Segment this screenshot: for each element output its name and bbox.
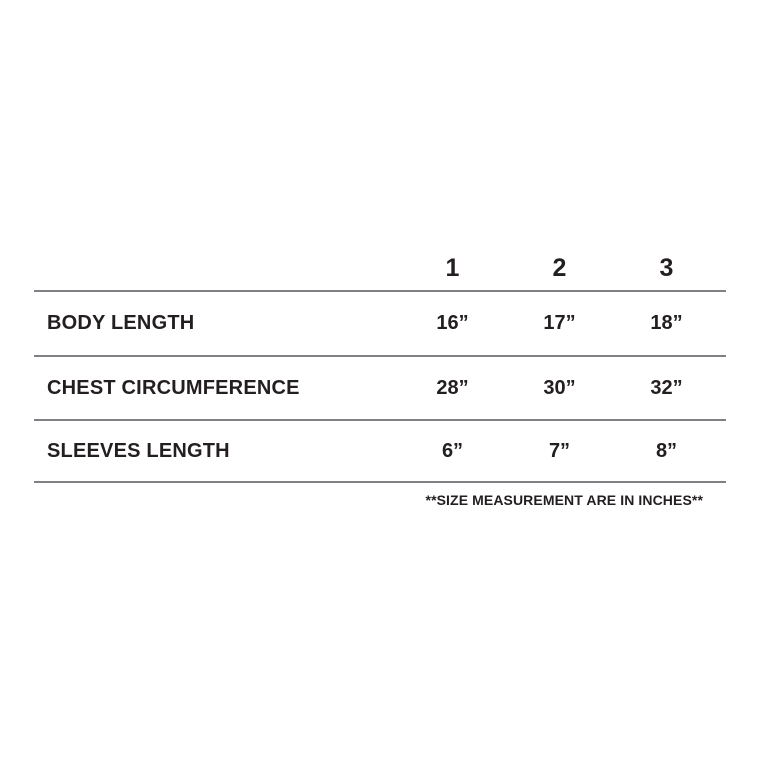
cell-value: 18” <box>650 312 683 334</box>
cell-value: 17” <box>543 312 576 334</box>
cell-value: 6” <box>441 439 464 462</box>
cell-value: 8” <box>655 439 678 462</box>
column-header-size-3: 3 <box>659 253 674 282</box>
row-label: BODY LENGTH <box>47 312 195 334</box>
table-row-sleeves-length <box>34 419 726 483</box>
cell-value: 28” <box>436 376 469 399</box>
row-label: CHEST CIRCUMFERENCE <box>47 376 300 399</box>
row-label: SLEEVES LENGTH <box>47 439 230 462</box>
cell-value: 16” <box>436 312 469 334</box>
cell-value: 7” <box>548 439 571 462</box>
size-chart-header-row <box>34 246 726 290</box>
cell-value: 30” <box>543 376 576 399</box>
size-measurement-footnote: **SIZE MEASUREMENT ARE IN INCHES** <box>425 492 703 508</box>
table-row-body-length <box>34 290 726 355</box>
column-header-size-2: 2 <box>552 253 567 282</box>
table-row-chest-circumference <box>34 355 726 419</box>
column-header-size-1: 1 <box>445 253 460 282</box>
size-chart-table <box>34 246 726 508</box>
cell-value: 32” <box>650 376 683 399</box>
